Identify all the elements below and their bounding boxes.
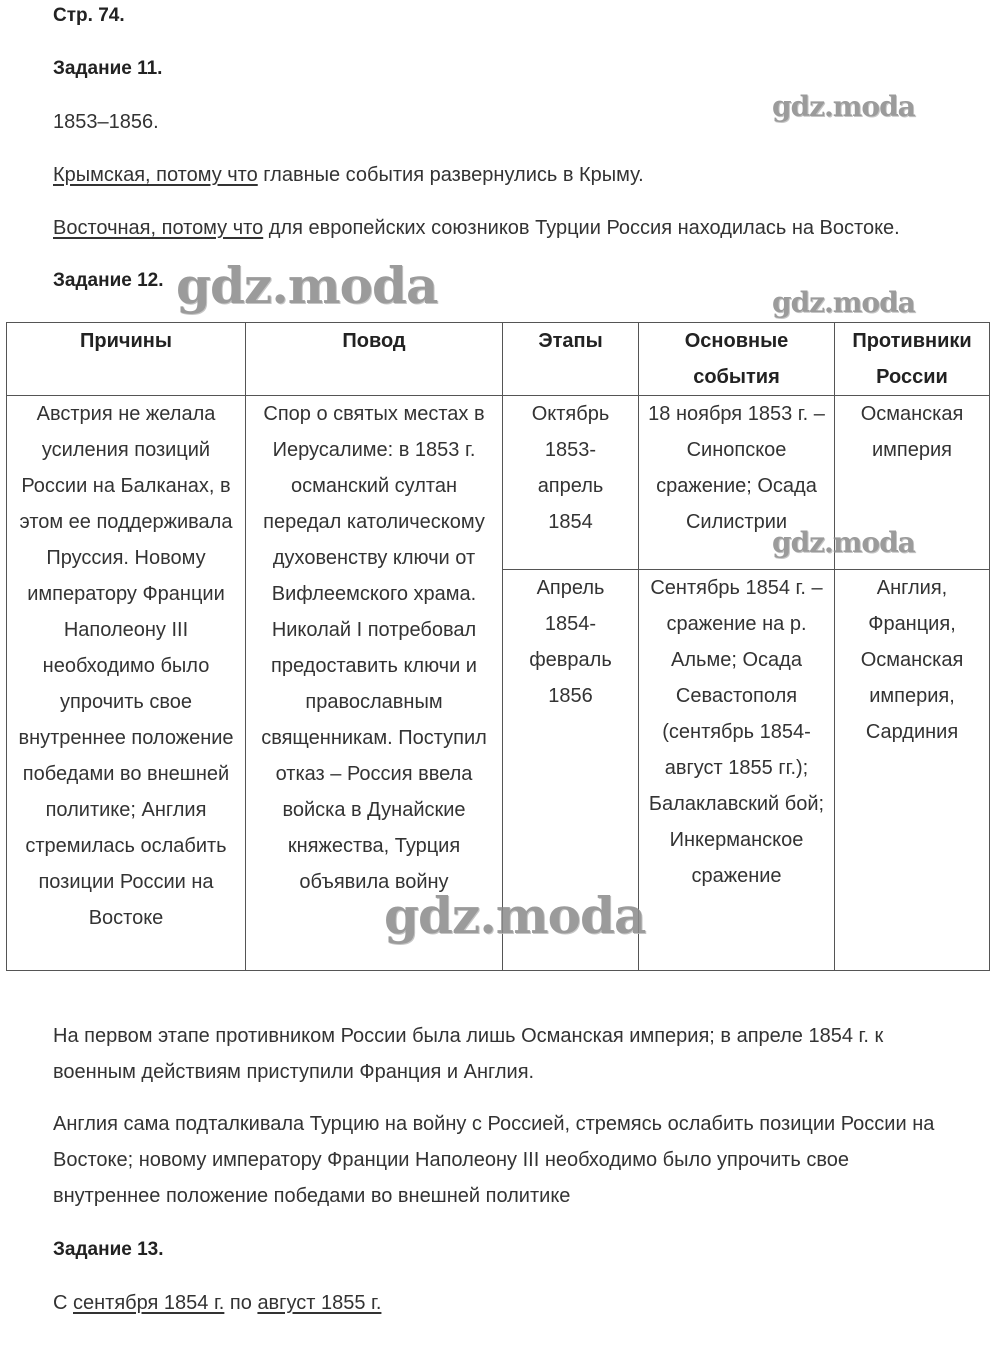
underlined-date: август 1855 г. xyxy=(257,1292,382,1314)
header-events: Основные события xyxy=(639,323,835,396)
task-11-years: 1853–1856. xyxy=(53,111,159,133)
task-11-answer-1 xyxy=(53,164,644,187)
underlined-term: Восточная, потому что xyxy=(53,217,264,239)
header-stages: Этапы xyxy=(503,323,639,396)
task-12-paragraph-2: Англия сама подталкивала Турцию на войну с Россией, стремясь ослабить позиции России на Востоке; новому императору Франции Наполеону III необходимо было упрочить свое внутреннее положение победами во внешней политике xyxy=(53,1113,935,1207)
underlined-date: сентября 1854 г. xyxy=(73,1292,225,1314)
answer-text: главные события развернулись в Крыму. xyxy=(257,164,644,186)
causes-cell: Австрия не желала усиления позиций России на Балканах, в этом ее поддерживала Пруссия. Новому императору Франции Наполеону III необходимо было упрочить свое внутреннее положение победами во внешней политике; Англия стремилась ослабить позиции России на Востоке xyxy=(7,396,246,971)
stage-events-cell: 18 ноября 1853 г. – Синопское сражение; Осада Силистрии xyxy=(639,396,835,570)
stage-enemies-cell: Османская империя xyxy=(835,396,990,570)
task-12-title: Задание 12. xyxy=(53,270,164,291)
stage-period-cell: Октябрь 1853-апрель 1854 xyxy=(503,396,639,570)
answer-text: по xyxy=(224,1292,258,1314)
watermark-logo: gdz.moda xyxy=(384,886,646,945)
watermark-logo: gdz.moda xyxy=(176,256,438,315)
task-13-title: Задание 13. xyxy=(53,1239,164,1260)
table-header-row xyxy=(7,323,990,396)
header-pretext: Повод xyxy=(246,323,503,396)
task-11-title: Задание 11. xyxy=(53,58,163,79)
crimean-war-table xyxy=(6,322,990,971)
watermark-logo: gdz.moda xyxy=(772,286,915,319)
task-13-answer xyxy=(53,1292,381,1315)
header-causes: Причины xyxy=(7,323,246,396)
stage-period-cell: Апрель 1854-февраль 1856 xyxy=(503,570,639,971)
answer-text: С xyxy=(53,1292,73,1314)
stage-events-cell: Сентябрь 1854 г. – сражение на р. Альме; Осада Севастополя (сентябрь 1854-август 1855 гг.); Балаклавский бой; Инкерманское сражение xyxy=(639,570,835,971)
watermark-logo: gdz.moda xyxy=(772,526,915,559)
underlined-term: Крымская, потому что xyxy=(53,164,258,186)
stage-enemies-cell: Англия, Франция, Османская империя, Сардиния xyxy=(835,570,990,971)
header-enemies: Противники России xyxy=(835,323,990,396)
page-reference: Стр. 74. xyxy=(53,5,125,26)
pretext-cell: Спор о святых местах в Иерусалиме: в 1853 г. османский султан передал католическому духовенству ключи от Вифлеемского храма. Николай I потребовал предоставить ключи и православным священникам. Поступил отказ – Россия ввела войска в Дунайские княжества, Турция объявила войну xyxy=(246,396,503,971)
watermark-logo: gdz.moda xyxy=(772,90,915,123)
task-12-paragraph-1: На первом этапе противником России была лишь Османская империя; в апреле 1854 г. к военным действиям приступили Франция и Англия. xyxy=(53,1025,884,1083)
task-11-answer-2 xyxy=(53,217,900,240)
answer-text: для европейских союзников Турции Россия находилась на Востоке. xyxy=(263,217,900,239)
